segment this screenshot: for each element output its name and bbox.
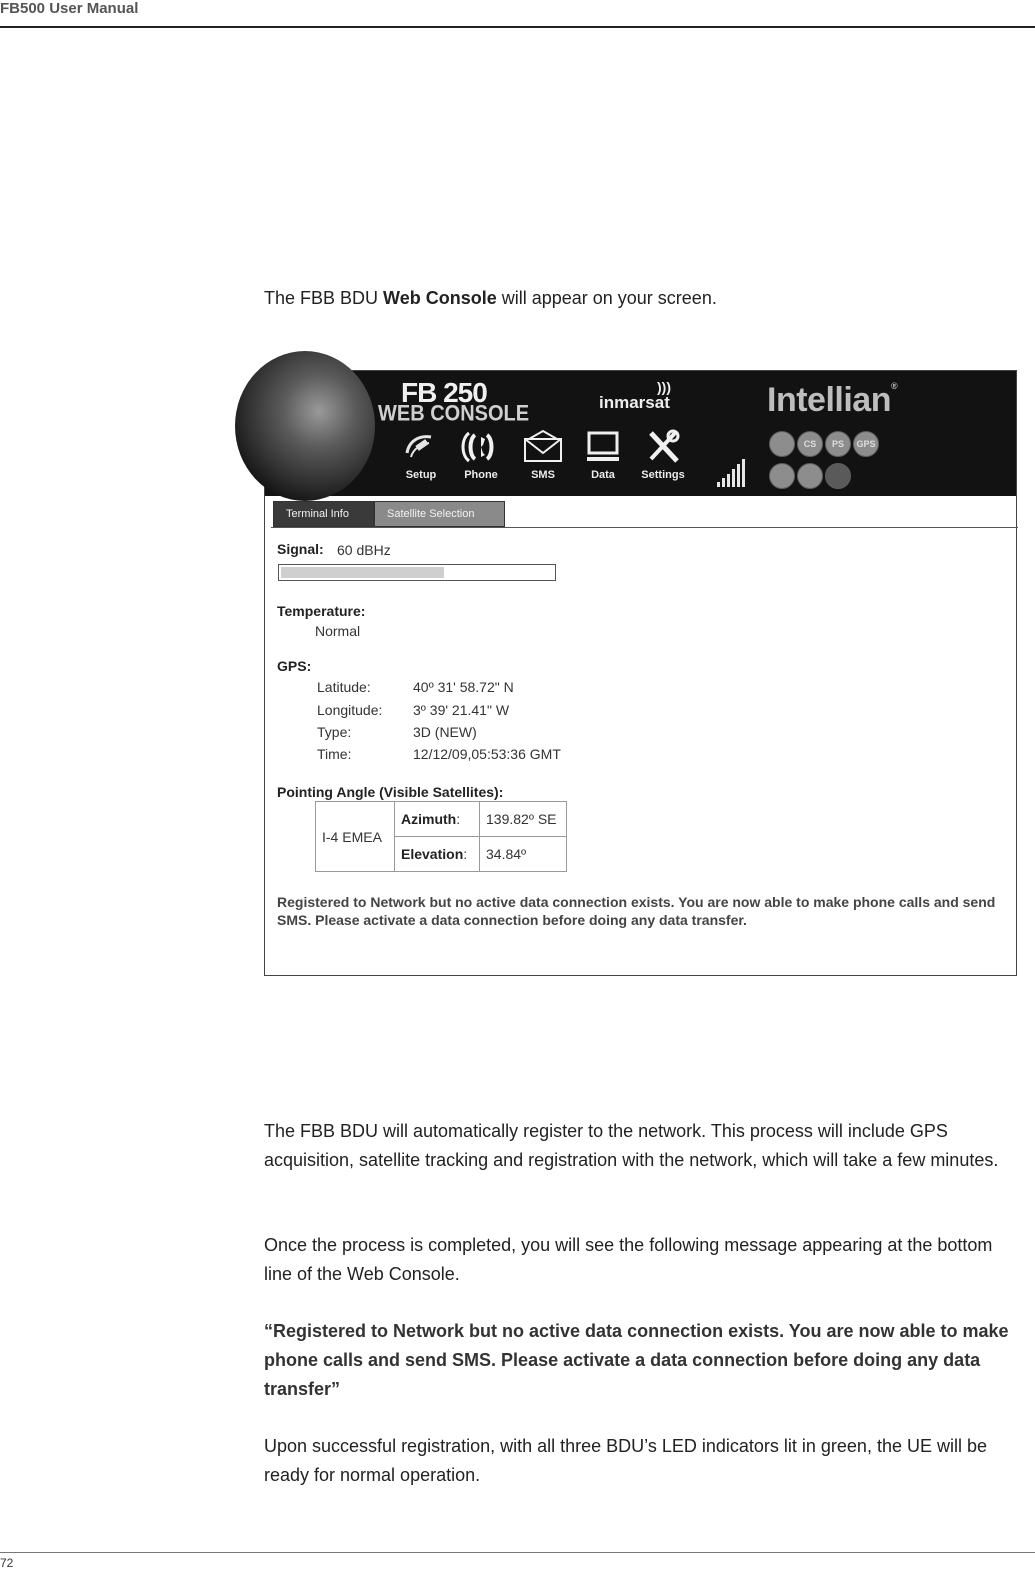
signal-strength-icon bbox=[717, 459, 747, 487]
azimuth-key: Azimuth: bbox=[395, 802, 480, 837]
ps-status-icon: PS bbox=[825, 431, 851, 457]
page-number: 72 bbox=[0, 1556, 14, 1570]
page-footer-rule bbox=[0, 1552, 1035, 1553]
gps-label: GPS: bbox=[277, 658, 312, 674]
console-status-message: Registered to Network but no active data connection exists. You are now able to make phone calls and send SMS. Please activate a data connection before doing any data transfer. bbox=[277, 894, 996, 928]
gps-latitude-key: Latitude: bbox=[317, 679, 371, 695]
antenna-status-icon bbox=[769, 431, 795, 457]
signal-bar-fill bbox=[281, 567, 444, 578]
pointing-angle-table bbox=[315, 801, 567, 872]
brand-subtitle: WEB CONSOLE bbox=[378, 401, 530, 427]
web-console-screenshot bbox=[264, 370, 1017, 976]
intro-text bbox=[264, 288, 1024, 309]
intellian-logo bbox=[767, 381, 897, 420]
nav-phone[interactable] bbox=[451, 429, 511, 481]
temperature-value: Normal bbox=[315, 623, 361, 639]
phone-icon bbox=[451, 429, 511, 467]
tools-icon bbox=[633, 429, 693, 467]
tab-terminal-info[interactable]: Terminal Info bbox=[273, 501, 374, 527]
gps-time-value: 12/12/09,05:53:36 GMT bbox=[413, 746, 561, 762]
temperature-label: Temperature: bbox=[277, 603, 366, 619]
intellian-name: Intellian bbox=[767, 381, 891, 419]
nav-sms-label: SMS bbox=[531, 469, 555, 481]
tab-satellite-selection[interactable]: Satellite Selection bbox=[374, 501, 505, 527]
manual-title: FB500 User Manual bbox=[0, 0, 139, 17]
paragraph-completed: Once the process is completed, you will see the following message appearing at the bottom line of the Web Console. bbox=[264, 1235, 993, 1284]
elevation-value: 34.84º bbox=[480, 837, 567, 872]
nav-settings-label: Settings bbox=[641, 469, 685, 481]
gps-longitude-value: 3º 39' 21.41" W bbox=[413, 702, 510, 718]
signal-bar bbox=[278, 564, 556, 581]
signal-label: Signal: bbox=[277, 541, 324, 557]
globe-image bbox=[235, 351, 375, 501]
gps-status-icon: GPS bbox=[853, 431, 879, 457]
paragraph-quoted-message: “Registered to Network but no active data connection exists. You are now able to make phone calls and send SMS. Please activate a data connection before doing any data transfer” bbox=[264, 1321, 1009, 1399]
lock-status-icon bbox=[797, 463, 823, 489]
gps-latitude-value: 40º 31' 58.72" N bbox=[413, 679, 514, 695]
computer-status-icon bbox=[769, 463, 795, 489]
signal-value: 60 dBHz bbox=[337, 542, 391, 558]
inmarsat-waves-icon: ))) bbox=[657, 379, 671, 395]
paragraph-success: Upon successful registration, with all three BDU’s LED indicators lit in green, the UE will be ready for normal operation. bbox=[264, 1436, 987, 1485]
paragraph-register: The FBB BDU will automatically register to the network. This process will include GPS acquisition, satellite tracking and registration with the network, which will take a few minutes. bbox=[264, 1121, 999, 1170]
page-header bbox=[0, 0, 1035, 28]
brand-model: FB 250 bbox=[401, 377, 487, 408]
inmarsat-logo: inmarsat bbox=[599, 393, 670, 412]
nav-setup[interactable] bbox=[391, 429, 451, 481]
gps-longitude-key: Longitude: bbox=[317, 702, 383, 718]
nav-data-label: Data bbox=[591, 469, 615, 481]
monitor-icon bbox=[573, 429, 633, 467]
cs-status-icon: CS bbox=[797, 431, 823, 457]
elevation-key: Elevation: bbox=[395, 837, 480, 872]
pointing-angle-label: Pointing Angle (Visible Satellites): bbox=[277, 784, 504, 800]
intro-after: will appear on your screen. bbox=[496, 288, 717, 308]
satellite-name: I-4 EMEA bbox=[316, 802, 395, 872]
nav-setup-label: Setup bbox=[405, 469, 437, 481]
intellian-mark: ® bbox=[890, 381, 898, 391]
gps-type-key: Type: bbox=[317, 724, 352, 740]
nav-sms[interactable] bbox=[513, 429, 573, 481]
intro-before: The FBB BDU bbox=[264, 288, 384, 308]
gps-time-key: Time: bbox=[317, 746, 352, 762]
satellite-icon bbox=[391, 429, 451, 467]
azimuth-value: 139.82º SE bbox=[480, 802, 567, 837]
nav-data[interactable] bbox=[573, 429, 633, 481]
gps-type-value: 3D (NEW) bbox=[413, 724, 477, 740]
console-header bbox=[265, 371, 1016, 496]
wireless-status-icon bbox=[825, 463, 851, 489]
intro-bold: Web Console bbox=[383, 288, 497, 308]
console-tabs bbox=[271, 501, 1018, 528]
envelope-icon bbox=[513, 429, 573, 467]
nav-settings[interactable] bbox=[633, 429, 693, 481]
nav-phone-label: Phone bbox=[464, 469, 498, 481]
